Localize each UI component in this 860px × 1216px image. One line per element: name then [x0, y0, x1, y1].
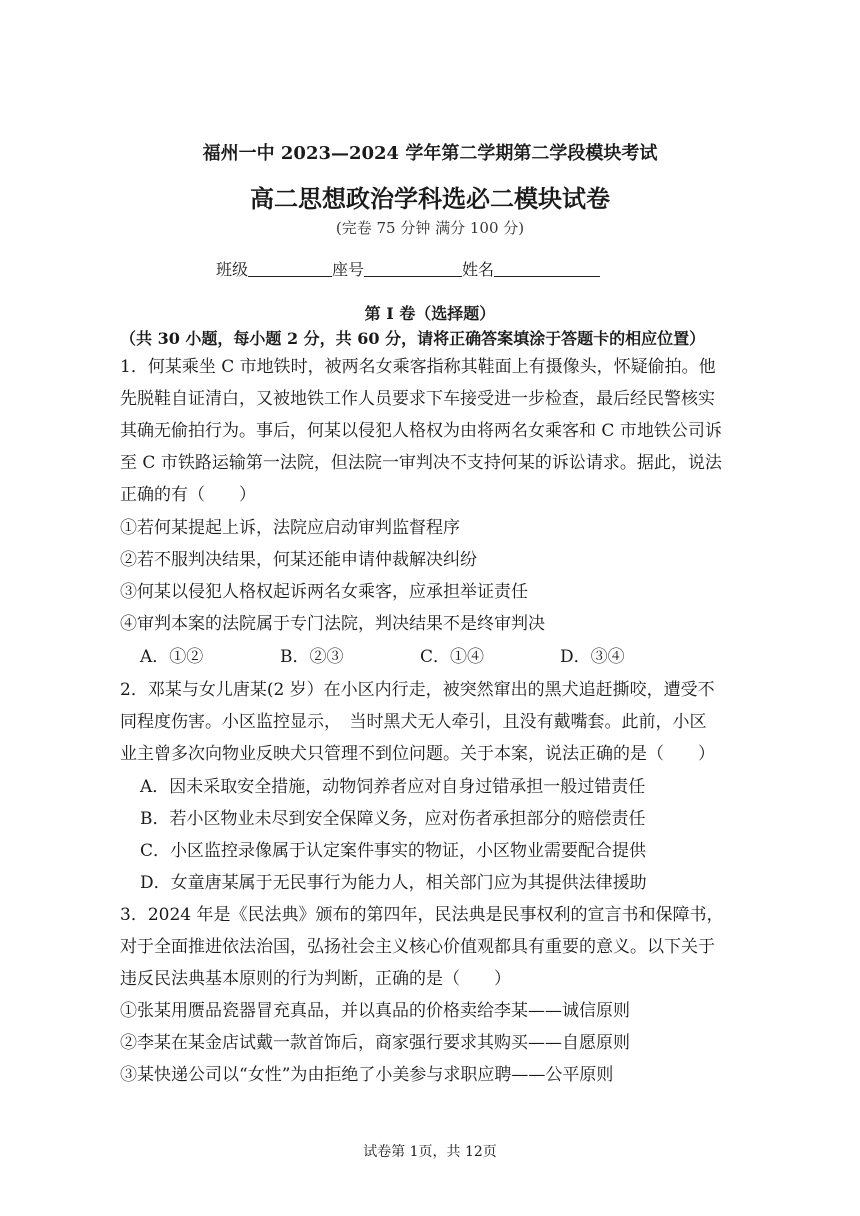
exam-duration-score: (完卷 75 分钟 满分 100 分): [335, 219, 525, 237]
q3-statement-3: ③某快递公司以“女性”为由拒绝了小美参与求职应聘——公平原则: [120, 1065, 614, 1085]
name-label: 姓名: [462, 260, 495, 279]
q3-line-2: 对于全面推进依法治国，弘扬社会主义核心价值观都具有重要的意义。以下关于: [120, 937, 715, 957]
q2-line-3: 业主曾多次向物业反映犬只管理不到位问题。关于本案，说法正确的是（ ）: [120, 744, 715, 764]
q2-option-c: C．小区监控录像属于认定案件事实的物证，小区物业需要配合提供: [140, 841, 647, 861]
section-heading: 第 I 卷（选择题）: [364, 304, 496, 323]
q1-statement-2: ②若不服判决结果，何某还能申请仲裁解决纠纷: [120, 550, 477, 570]
q1-choices: [140, 645, 640, 669]
q1-line-3: 其确无偷拍行为。事后，何某以侵犯人格权为由将两名女乘客和 C 市地铁公司诉: [120, 421, 722, 441]
class-label: 班级: [216, 260, 249, 279]
q1-line-1: 1．何某乘坐 C 市地铁时，被两名女乘客指称其鞋面上有摄像头，怀疑偷拍。他: [120, 357, 716, 377]
q1-choice-d: D．③④: [560, 647, 625, 667]
class-blank: [248, 258, 332, 277]
q1-line-5: 正确的有（ ）: [120, 485, 256, 505]
student-info-row: [216, 258, 600, 282]
q2-option-b: B．若小区物业未尽到安全保障义务，应对伤者承担部分的赔偿责任: [140, 809, 646, 829]
q1-choice-a: A．①②: [140, 647, 204, 667]
q3-line-1: 3．2024 年是《民法典》颁布的第四年，民法典是民事权利的宣言书和保障书，: [120, 905, 724, 925]
q1-choice-b: B．②③: [280, 647, 344, 667]
section-instruction: （共 30 小题，每小题 2 分，共 60 分，请将正确答案填涂于答题卡的相应位置）: [120, 329, 706, 348]
q3-statement-2: ②李某在某金店试戴一款首饰后，商家强行要求其购买——自愿原则: [120, 1033, 630, 1053]
q2-line-1: 2．邓某与女儿唐某(2 岁）在小区内行走，被突然窜出的黑犬追赶撕咬，遭受不: [120, 680, 715, 700]
q2-line-2: 同程度伤害。小区监控显示， 当时黑犬无人牵引，且没有戴嘴套。此前，小区: [120, 712, 707, 732]
seat-label: 座号: [332, 260, 365, 279]
q1-statement-3: ③何某以侵犯人格权起诉两名女乘客，应承担举证责任: [120, 582, 528, 602]
q1-line-4: 至 C 市铁路运输第一法院，但法院一审判决不支持何某的诉讼请求。据此，说法: [120, 453, 722, 473]
q3-statement-1: ①张某用赝品瓷器冒充真品，并以真品的价格卖给李某——诚信原则: [120, 1001, 630, 1021]
name-blank: [494, 258, 600, 277]
school-exam-line: 福州一中 2023—2024 学年第二学期第二学段模块考试: [202, 143, 658, 164]
q2-option-a: A．因未采取安全措施，动物饲养者应对自身过错承担一般过错责任: [140, 777, 646, 797]
q3-line-3: 违反民法典基本原则的行为判断，正确的是（ ）: [120, 969, 511, 989]
q1-choice-c: C．①④: [420, 647, 485, 667]
q2-option-d: D．女童唐某属于无民事行为能力人，相关部门应为其提供法律援助: [140, 873, 647, 893]
q1-statement-1: ①若何某提起上诉，法院应启动审判监督程序: [120, 518, 460, 538]
page-title: 高二思想政治学科选必二模块试卷: [250, 184, 610, 213]
page-footer: 试卷第 1页，共 12页: [363, 1144, 497, 1160]
seat-blank: [364, 258, 462, 277]
q1-statement-4: ④审判本案的法院属于专门法院，判决结果不是终审判决: [120, 614, 545, 634]
q1-line-2: 先脱鞋自证清白，又被地铁工作人员要求下车接受进一步检查，最后经民警核实: [120, 389, 715, 409]
